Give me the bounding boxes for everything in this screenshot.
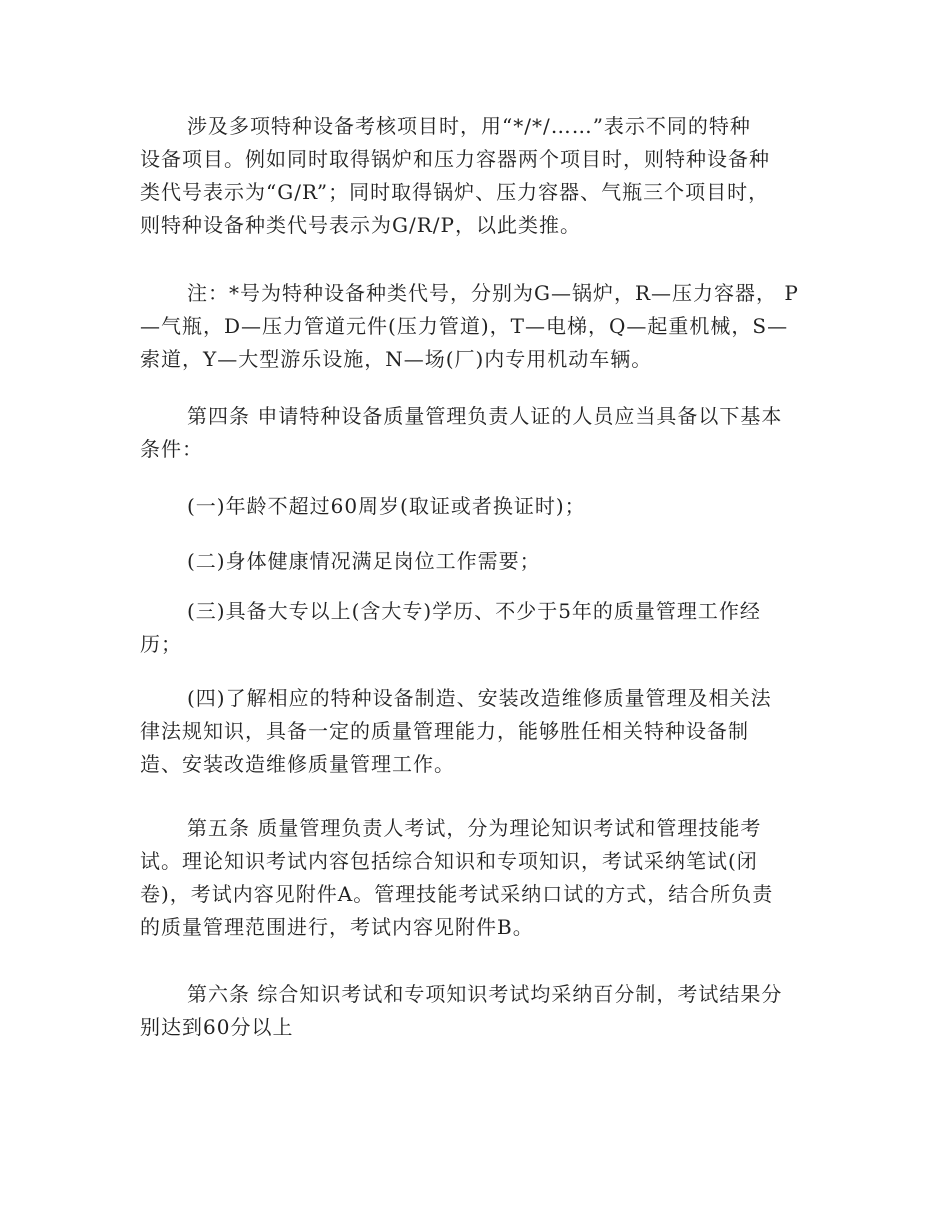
paragraph-condition-3 bbox=[140, 595, 820, 661]
text-line: (一)年龄不超过60周岁(取证或者换证时)； bbox=[187, 494, 586, 518]
text-line: 类代号表示为“G/R”；同时取得锅炉、压力容器、气瓶三个项目时， bbox=[140, 180, 770, 204]
paragraph-note-codes bbox=[140, 277, 820, 376]
paragraph-condition-2 bbox=[140, 545, 820, 578]
paragraph-condition-1 bbox=[140, 490, 820, 523]
text-line: (四)了解相应的特种设备制造、安装改造维修质量管理及相关法 bbox=[187, 686, 772, 710]
text-line: 第五条 质量管理负责人考试，分为理论知识考试和管理技能考 bbox=[187, 816, 762, 840]
text-line: 条件： bbox=[140, 437, 203, 461]
paragraph-article-4 bbox=[140, 400, 820, 466]
text-line: 注：*号为特种设备种类代号，分别为G—锅炉，R—压力容器， P bbox=[187, 281, 799, 305]
text-line: (三)具备大专以上(含大专)学历、不少于5年的质量管理工作经 bbox=[187, 599, 761, 623]
text-line: 卷)，考试内容见附件A。管理技能考试采纳口试的方式，结合所负责 bbox=[140, 882, 774, 906]
text-line: (二)身体健康情况满足岗位工作需要； bbox=[187, 549, 541, 573]
paragraph-multi-item-rule bbox=[140, 110, 820, 242]
text-line: 涉及多项特种设备考核项目时，用“*/*/……”表示不同的特种 bbox=[187, 114, 751, 138]
text-line: 造、安装改造维修质量管理工作。 bbox=[140, 752, 455, 776]
text-line: 别达到60分以上 bbox=[140, 1015, 294, 1039]
text-line: 历； bbox=[140, 632, 182, 656]
text-line: 试。理论知识考试内容包括综合知识和专项知识，考试采纳笔试(闭 bbox=[140, 849, 758, 873]
text-line: 索道，Y—大型游乐设施，N—场(厂)内专用机动车辆。 bbox=[140, 347, 653, 371]
text-line: 设备项目。例如同时取得锅炉和压力容器两个项目时，则特种设备种 bbox=[140, 147, 770, 171]
text-line: 第四条 申请特种设备质量管理负责人证的人员应当具备以下基本 bbox=[187, 404, 783, 428]
text-line: —气瓶，D—压力管道元件(压力管道)，T—电梯，Q—起重机械，S— bbox=[140, 314, 789, 338]
text-line: 律法规知识，具备一定的质量管理能力，能够胜任相关特种设备制 bbox=[140, 719, 749, 743]
text-line: 的质量管理范围进行，考试内容见附件B。 bbox=[140, 915, 534, 939]
text-line: 第六条 综合知识考试和专项知识考试均采纳百分制，考试结果分 bbox=[187, 982, 783, 1006]
text-line: 则特种设备种类代号表示为G/R/P，以此类推。 bbox=[140, 213, 581, 237]
paragraph-condition-4 bbox=[140, 682, 820, 781]
paragraph-article-6 bbox=[140, 978, 820, 1044]
paragraph-article-5 bbox=[140, 812, 820, 944]
